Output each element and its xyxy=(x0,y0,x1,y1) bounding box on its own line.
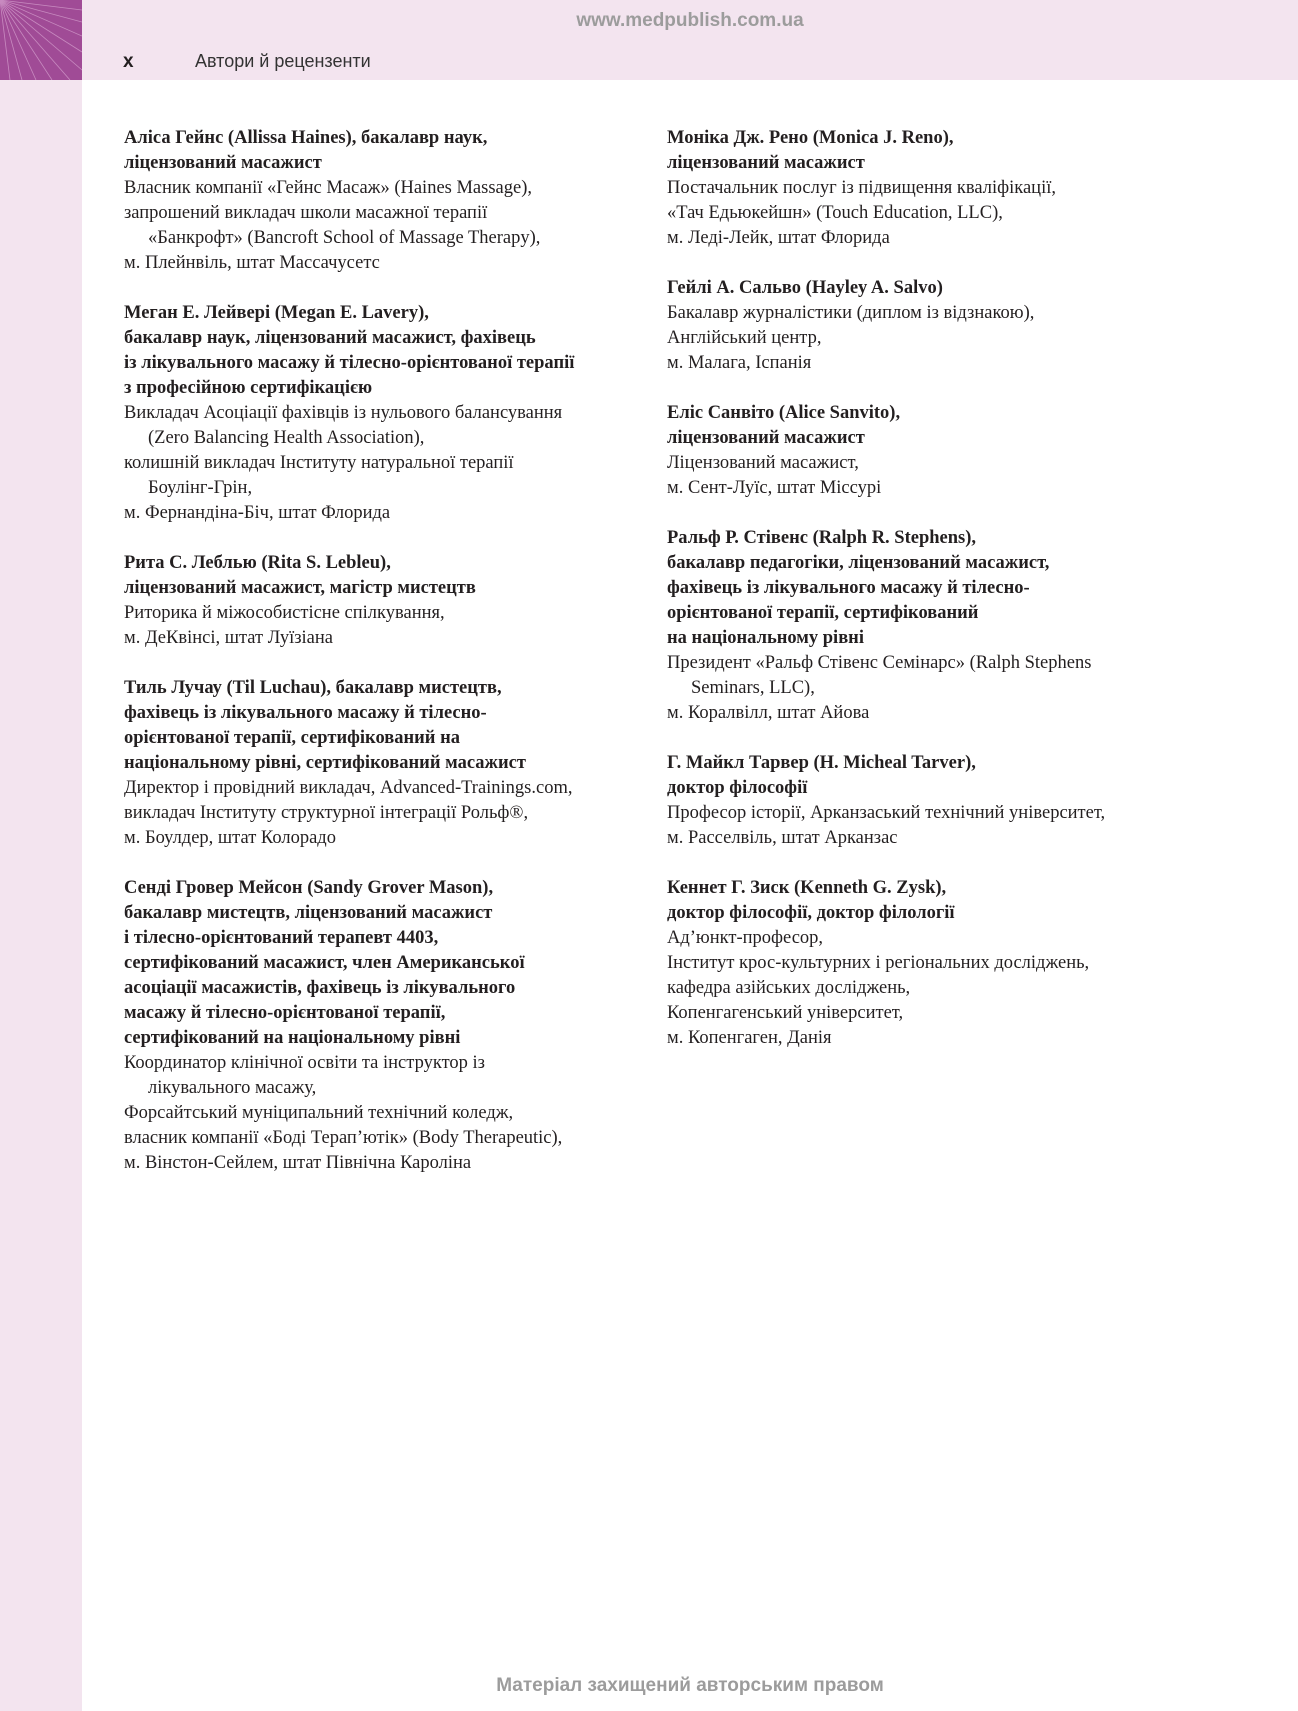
author-credentials-line: Сенді Гровер Мейсон (Sandy Grover Mason), xyxy=(124,878,494,898)
author-affiliation-line: (Zero Balancing Health Association), xyxy=(148,428,425,448)
author-credentials-line: ліцензований масажист xyxy=(667,428,865,448)
author-credentials-line: ліцензований масажист xyxy=(124,153,322,173)
author-entry xyxy=(124,126,664,276)
right-column xyxy=(667,126,1267,1076)
author-affiliation-line: Бакалавр журналістики (диплом із відзнакою), xyxy=(667,303,1035,323)
author-affiliation-line: м. Плейнвіль, штат Массачусетс xyxy=(124,253,380,273)
author-affiliation-line: «Тач Едьюкейшн» (Touch Education, LLC), xyxy=(667,203,1003,223)
author-credentials-line: Тиль Лучау (Til Luchau), бакалавр мистецтв, xyxy=(124,678,502,698)
author-affiliation-line: м. Копенгаген, Данія xyxy=(667,1028,832,1048)
author-credentials-line: Меган Е. Лейвері (Megan E. Lavery), xyxy=(124,303,429,323)
left-column xyxy=(124,126,664,1201)
author-affiliation-line: м. Малага, Іспанія xyxy=(667,353,812,373)
author-credentials-line: сертифікований на національному рівні xyxy=(124,1028,461,1048)
author-entry xyxy=(667,876,1267,1051)
author-affiliation-line: м. Боулдер, штат Колорадо xyxy=(124,828,336,848)
author-entry xyxy=(124,551,664,651)
author-credentials-line: Гейлі А. Сальво (Hayley A. Salvo) xyxy=(667,278,943,298)
author-affiliation-line: Викладач Асоціації фахівців із нульового балансування xyxy=(124,403,563,423)
author-credentials-line: фахівець із лікувального масажу й тілесно- xyxy=(124,703,487,723)
site-url: www.medpublish.com.ua xyxy=(576,10,804,31)
author-entry xyxy=(124,676,664,851)
running-head: Автори й рецензенти xyxy=(195,51,371,71)
author-affiliation-line: лікувального масажу, xyxy=(148,1078,317,1098)
author-credentials-line: доктор філософії, доктор філології xyxy=(667,903,955,923)
author-credentials-line: з професійною сертифікацією xyxy=(124,378,373,398)
author-affiliation-line: Постачальник послуг із підвищення кваліфікації, xyxy=(667,178,1056,198)
author-credentials-line: сертифікований масажист, член Американської xyxy=(124,953,525,973)
author-entry xyxy=(667,401,1267,501)
author-affiliation-line: м. ДеКвінсі, штат Луїзіана xyxy=(124,628,333,648)
author-entry xyxy=(667,126,1267,251)
author-affiliation-line: власник компанії «Боді Терап’ютік» (Body Therapeutic), xyxy=(124,1128,563,1148)
sunburst-icon xyxy=(0,0,82,80)
author-affiliation-line: м. Фернандіна-Біч, штат Флорида xyxy=(124,503,391,523)
author-credentials-line: доктор філософії xyxy=(667,778,808,798)
author-affiliation-line: м. Расселвіль, штат Арканзас xyxy=(667,828,898,848)
author-affiliation-line: Англійський центр, xyxy=(667,328,822,348)
author-credentials-line: бакалавр педагогіки, ліцензований масажист, xyxy=(667,553,1050,573)
author-affiliation-line: м. Сент-Луїс, штат Міссурі xyxy=(667,478,882,498)
author-credentials-line: національному рівні, сертифікований масажист xyxy=(124,753,526,773)
author-affiliation-line: Seminars, LLC), xyxy=(691,678,815,698)
author-affiliation-line: м. Леді-Лейк, штат Флорида xyxy=(667,228,890,248)
author-credentials-line: Аліса Гейнс (Allissa Haines), бакалавр наук, xyxy=(124,128,488,148)
author-affiliation-line: колишній викладач Інституту натуральної терапії xyxy=(124,453,514,473)
author-credentials-line: Ральф Р. Стівенс (Ralph R. Stephens), xyxy=(667,528,977,548)
author-credentials-line: Еліс Санвіто (Alice Sanvito), xyxy=(667,403,901,423)
author-credentials-line: орієнтованої терапії, сертифікований на xyxy=(124,728,460,748)
author-credentials-line: асоціації масажистів, фахівець із лікувального xyxy=(124,978,516,998)
author-affiliation-line: Ліцензований масажист, xyxy=(667,453,859,473)
author-credentials-line: із лікувального масажу й тілесно-орієнтованої терапії xyxy=(124,353,575,373)
author-affiliation-line: Інститут крос-культурних і регіональних досліджень, xyxy=(667,953,1090,973)
author-affiliation-line: Директор і провідний викладач, Advanced-Trainings.com, xyxy=(124,778,573,798)
author-credentials-line: на національному рівні xyxy=(667,628,864,648)
author-credentials-line: масажу й тілесно-орієнтованої терапії, xyxy=(124,1003,446,1023)
author-affiliation-line: «Банкрофт» (Bancroft School of Massage Therapy), xyxy=(148,228,541,248)
author-credentials-line: ліцензований масажист, магістр мистецтв xyxy=(124,578,476,598)
corner-sunburst-decoration xyxy=(0,0,82,80)
author-affiliation-line: запрошений викладач школи масажної терапії xyxy=(124,203,488,223)
page-number: x xyxy=(123,51,134,72)
author-credentials-line: Моніка Дж. Рено (Monica J. Reno), xyxy=(667,128,954,148)
author-credentials-line: Рита С. Леблью (Rita S. Lebleu), xyxy=(124,553,391,573)
author-entry xyxy=(667,526,1267,726)
author-affiliation-line: кафедра азійських досліджень, xyxy=(667,978,911,998)
author-affiliation-line: Власник компанії «Гейнс Масаж» (Haines Massage), xyxy=(124,178,533,198)
author-credentials-line: і тілесно-орієнтований терапевт 4403, xyxy=(124,928,439,948)
author-affiliation-line: м. Коралвілл, штат Айова xyxy=(667,703,870,723)
author-affiliation-line: м. Вінстон-Сейлем, штат Північна Кароліна xyxy=(124,1153,472,1173)
author-credentials-line: Г. Майкл Тарвер (H. Micheal Tarver), xyxy=(667,753,976,773)
author-affiliation-line: Риторика й міжособистісне спілкування, xyxy=(124,603,445,623)
author-credentials-line: ліцензований масажист xyxy=(667,153,865,173)
author-entry xyxy=(124,876,664,1176)
author-entry xyxy=(667,276,1267,376)
author-affiliation-line: Президент «Ральф Стівенс Семінарс» (Ralph Stephens xyxy=(667,653,1092,673)
left-margin-strip xyxy=(0,0,82,1711)
author-affiliation-line: Форсайтський муніципальний технічний коледж, xyxy=(124,1103,514,1123)
author-affiliation-line: Копенгагенський університет, xyxy=(667,1003,904,1023)
author-affiliation-line: викладач Інституту структурної інтеграції Рольф®, xyxy=(124,803,529,823)
author-affiliation-line: Координатор клінічної освіти та інструктор із xyxy=(124,1053,485,1073)
author-credentials-line: фахівець із лікувального масажу й тілесно- xyxy=(667,578,1030,598)
author-entry xyxy=(667,751,1267,851)
author-credentials-line: орієнтованої терапії, сертифікований xyxy=(667,603,979,623)
author-affiliation-line: Професор історії, Арканзаський технічний університет, xyxy=(667,803,1106,823)
author-entry xyxy=(124,301,664,526)
author-credentials-line: Кеннет Г. Зиск (Kenneth G. Zysk), xyxy=(667,878,947,898)
author-credentials-line: бакалавр наук, ліцензований масажист, фахівець xyxy=(124,328,536,348)
author-affiliation-line: Боулінг-Грін, xyxy=(148,478,253,498)
author-affiliation-line: Ад’юнкт-професор, xyxy=(667,928,824,948)
author-credentials-line: бакалавр мистецтв, ліцензований масажист xyxy=(124,903,493,923)
copyright-footer: Матеріал захищений авторським правом xyxy=(496,1675,884,1696)
